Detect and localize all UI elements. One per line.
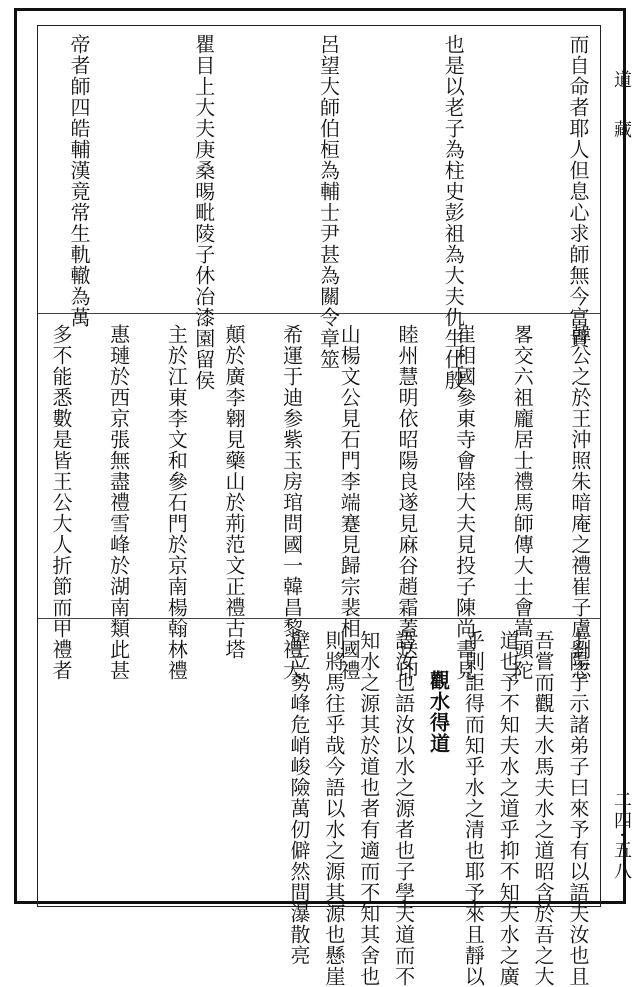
text-column: 惠璉於西京張無盡禮雪峰於湖南類此甚 bbox=[106, 324, 131, 681]
section-title: 觀水得道 bbox=[426, 670, 451, 754]
text-column: 帝者師四皓輔漢竟常生軌轍為萬 bbox=[67, 34, 91, 328]
book-title: 道 bbox=[611, 70, 632, 91]
text-column: 道也予不知夫水之道乎抑不知夫水之廣 bbox=[496, 630, 521, 987]
band-3 bbox=[287, 630, 590, 987]
text-block bbox=[37, 25, 601, 987]
text-column: 知水之源其於道也者有適而不知其舍也 bbox=[356, 630, 381, 987]
text-column: 也是以老子為柱史彭祖為大夫仇生仕殷 bbox=[441, 34, 466, 391]
page-number: 二四·五八 bbox=[611, 790, 632, 883]
text-column: 韓公之於王沖照朱暗庵之禮崔子盧劉志 bbox=[567, 324, 592, 681]
text-column: 畧交六祖龐居士禮馬師傳大士會嵩頭陀 bbox=[510, 324, 535, 681]
text-column: 瞿目上大夫庚桑晹毗陵子休冶漆園留侯 bbox=[191, 34, 216, 391]
text-column: 睦州慧明依昭陽良遂見麻谷趙霜蓋送印 bbox=[394, 324, 419, 681]
text-column: 山楊文公見石門李端蹇見歸宗裴相國禮 bbox=[337, 324, 362, 681]
page-frame bbox=[14, 8, 626, 987]
text-column: 多不能悉數是皆王公大人折節而甲禮者 bbox=[49, 324, 73, 681]
text-column: 吾嘗而觀夫水馬夫水之道昭含於吾之大 bbox=[531, 630, 556, 987]
band-1 bbox=[67, 34, 590, 391]
text-column: 希運于迪参紫玉房琯問國一韓昌黎禮大 bbox=[279, 324, 304, 681]
book-subtitle: 藏 bbox=[611, 120, 632, 141]
text-column: 壁立勢峰危峭峻險萬仞僻然間瀑散亮 bbox=[287, 630, 311, 966]
text-column: 乎則詎得而知乎水之清也耶予來且靜以 bbox=[461, 630, 486, 987]
text-column: 上陽子示諸弟子曰來予有以語夫汝也且 bbox=[566, 630, 590, 987]
text-column: 而自命者耶人但息心求師無今富貴 bbox=[566, 34, 590, 349]
band-2 bbox=[49, 324, 592, 681]
text-column: 顛於廣李翱見藥山於荊范文正禮古塔 bbox=[221, 324, 246, 660]
text-column: 語汝也語汝以水之源者也子學夫道而不 bbox=[391, 630, 416, 987]
text-column: 主於江東李文和參石門於京南楊翰林禮 bbox=[164, 324, 189, 681]
text-column: 崔相國參東寺會陸大夫見投子陳尚書見 bbox=[452, 324, 477, 681]
text-column: 呂望大師伯桓為輔士尹甚為關令章筮 bbox=[316, 34, 341, 370]
text-column: 則將馬往乎哉今語以水之源其源也懸崖 bbox=[321, 630, 346, 987]
